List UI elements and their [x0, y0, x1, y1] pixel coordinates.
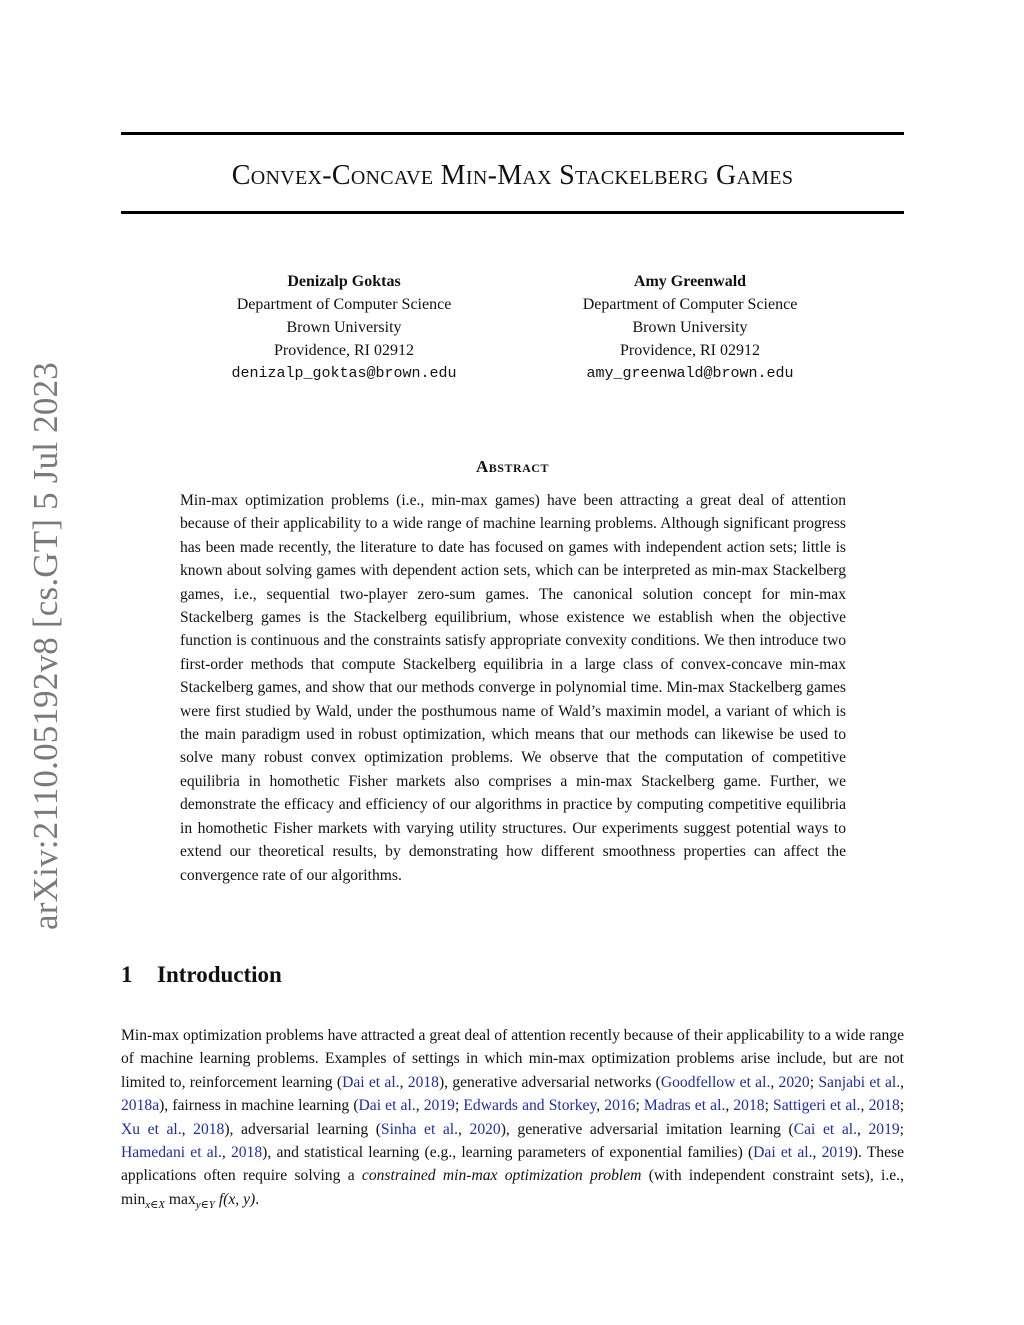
- author-institution: Brown University: [286, 319, 402, 336]
- intro-text: ), and statistical learning (e.g., learning parameters of exponential families) (: [262, 1144, 754, 1162]
- title-bottom-rule: [121, 211, 904, 214]
- citation-link[interactable]: Hamedani et al.: [121, 1144, 222, 1162]
- author-address: Providence, RI 02912: [274, 342, 414, 359]
- paper-title: Convex-Concave Min-Max Stackelberg Games: [231, 160, 794, 191]
- citation-year-link[interactable]: 2019: [868, 1120, 900, 1138]
- section-title: Introduction: [157, 962, 282, 987]
- author-department: Department of Computer Science: [582, 296, 798, 313]
- intro-text: .: [255, 1190, 260, 1208]
- citation-link[interactable]: Xu et al.: [121, 1120, 182, 1138]
- citation-year-link[interactable]: 2016: [604, 1097, 636, 1115]
- author-institution: Brown University: [632, 319, 748, 336]
- abstract-heading: Abstract: [476, 457, 549, 476]
- intro-text: ), generative adversarial imitation learning (: [500, 1120, 794, 1138]
- intro-text: ), adversarial learning (: [224, 1120, 381, 1138]
- citation-year-link[interactable]: 2018: [733, 1097, 765, 1115]
- citation-year-link[interactable]: 2020: [469, 1120, 501, 1138]
- intro-text: (with independent constraint sets), i.e.,: [641, 1167, 904, 1185]
- author-name: Denizalp Goktas: [287, 273, 401, 290]
- citation-link[interactable]: Goodfellow et al.: [660, 1073, 771, 1091]
- citation-year-link[interactable]: 2020: [778, 1073, 810, 1091]
- citation-year-link[interactable]: 2019: [821, 1144, 853, 1162]
- author-block: [520, 270, 860, 385]
- emphasized-term: constrained min-max optimization problem: [361, 1167, 642, 1185]
- citation-link[interactable]: Sinha et al.: [380, 1120, 459, 1138]
- author-email[interactable]: amy_greenwald@brown.edu: [586, 365, 794, 382]
- intro-text: ). These applications often require solving a: [121, 1144, 904, 1185]
- citation-link[interactable]: Dai et al.: [342, 1073, 400, 1091]
- citation-year-link[interactable]: 2018: [868, 1097, 900, 1115]
- author-block: [174, 270, 514, 385]
- section-number: 1: [121, 962, 133, 987]
- citation-link[interactable]: Sattigeri et al.: [773, 1097, 861, 1115]
- citation-year-link[interactable]: 2018: [230, 1144, 263, 1162]
- author-department: Department of Computer Science: [236, 296, 452, 313]
- section-heading: [121, 962, 282, 988]
- citation-link[interactable]: Edwards and Storkey: [463, 1097, 597, 1115]
- math-operator: max: [168, 1190, 196, 1208]
- intro-text: ), fairness in machine learning (: [159, 1097, 359, 1115]
- intro-text: Min-max optimization problems have attracted a great deal of attention recently because of their applicability to a wide range of machine learning problems. Examples of settings in which min-max optimization problems arise include, but are not limited to, reinforcement learning (: [121, 1027, 904, 1091]
- math-formula: [121, 1190, 256, 1211]
- author-email[interactable]: denizalp_goktas@brown.edu: [231, 365, 457, 382]
- citation-year-link[interactable]: 2018: [193, 1120, 225, 1138]
- intro-text: ), generative adversarial networks (: [438, 1073, 661, 1091]
- citation-year-link[interactable]: 2019: [423, 1097, 455, 1115]
- abstract-text: Min-max optimization problems (i.e., min-max games) have been attracting a great deal of attention because of their applicability to a wide range of machine learning problems. Although significant progress has been made recently, the literature to date has focused on games with independent action sets; little is known about solving games with dependent action sets, which can be interpreted as min-max Stackelberg games, i.e., sequential two-player zero-sum games. The canonical solution concept for min-max Stackelberg games is the Stackelberg equilibrium, whose existence we establish when the objective function is continuous and the constraints satisfy appropriate convexity conditions. We then introduce two first-order methods that compute Stackelberg equilibria in a large class of convex-concave min-max Stackelberg games, and show that our methods converge in polynomial time. Min-max Stackelberg games were first studied by Wald, under the posthumous name of Wald’s maximin model, a variant of which is the main paradigm used in robust optimization, which means that our methods can likewise be used to solve many robust convex optimization problems. We observe that the computation of competitive equilibria in homothetic Fisher markets also comprises a min-max Stackelberg game. Further, we demonstrate the efficacy and efficiency of our algorithms in practice by computing competitive equilibria in homothetic Fisher markets with varying utility structures. Our experiments suggest potential ways to extend our theoretical results, by demonstrating how different smoothness properties can affect the convergence rate of our algorithms.: [180, 492, 846, 884]
- citation-link[interactable]: Dai et al.: [358, 1097, 416, 1115]
- arxiv-sidebar-stamp: arXiv:2110.05192v8 [cs.GT] 5 Jul 2023: [26, 362, 65, 930]
- citation-link[interactable]: Dai et al.: [753, 1144, 813, 1162]
- author-name: Amy Greenwald: [633, 273, 747, 290]
- citation-link[interactable]: Madras et al.: [643, 1097, 726, 1115]
- title-top-rule: [121, 132, 904, 135]
- intro-paragraph: Min-max optimization problems have attracted a great deal of attention recently because of their applicability to a wide range of machine learning problems. Examples of settings in which min-max optimization problems arise include, but are not limited to, reinforcement learning (Dai et al., 2018), generative adversarial networks (Goodfellow et al., 2020; Sanjabi et al., 2018a), fairness in machine learning (Dai et al., 2019; Edwards and Storkey, 2016; Madras et al., 2018; Sattigeri et al., 2018; Xu et al., 2018), adversarial learning (Sinha et al., 2020), generative adversarial imitation learning (Cai et al., 2019; Hamedani et al., 2018), and statistical learning (e.g., learning parameters of exponential families) (Dai et al., 2019). These applications often require solving a constrained min-max optimization problem (with independent constraint sets), i.e., $\min_{x\in X} \max_{y\in Y} f(x$, y).: [121, 1027, 905, 1211]
- math-subscript: y∈Y: [195, 1198, 215, 1211]
- math-subscript: x∈X: [145, 1198, 166, 1211]
- math-operator: min: [121, 1190, 146, 1208]
- math-function: f(x, y): [218, 1190, 256, 1208]
- citation-link[interactable]: Cai et al.: [793, 1120, 857, 1138]
- citation-year-link[interactable]: 2018a: [121, 1097, 160, 1115]
- citation-year-link[interactable]: 2018: [407, 1073, 439, 1091]
- citation-link[interactable]: Sanjabi et al.: [818, 1073, 901, 1091]
- author-address: Providence, RI 02912: [620, 342, 760, 359]
